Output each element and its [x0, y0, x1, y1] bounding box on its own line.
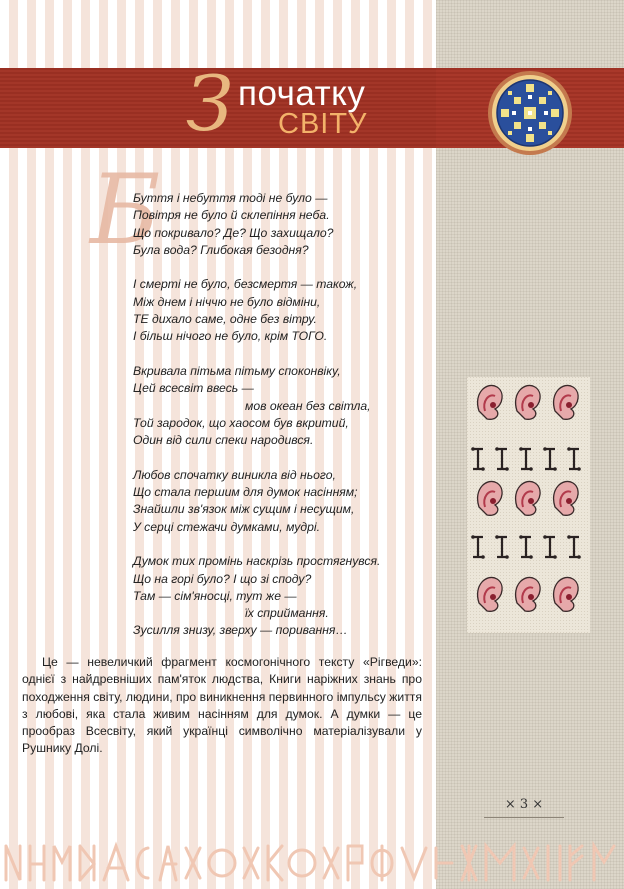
- poem-line: Один від сили спеки народився.: [133, 433, 314, 448]
- poem-line: Любов спочатку виникла від нього,: [133, 467, 336, 482]
- poem-line: Знайшли зв'язок між сущим і несущим,: [133, 502, 355, 517]
- page-number-rule: [484, 817, 564, 818]
- runic-ornament-border: [0, 836, 624, 889]
- poem-line: Зусилля знизу, зверху — поривання…: [133, 623, 348, 638]
- poem-line: Цей всесвіт ввесь —: [133, 381, 254, 396]
- title-initial-letter: З: [186, 59, 234, 148]
- poem: [133, 190, 433, 657]
- commentary-text: Це — невеличкий фрагмент космогонічного тексту «Рігведи»: однієї з найдревніших пам'яток людства, Книги наріжних знань про походження світу, людини, про виникнення первинного імпульсу життя з любові, яка стала живим насінням для думок. А думки — це прообраз Всесвіту, який українці символічно матеріалізували у Рушнику Долі.: [22, 655, 422, 756]
- poem-line: І смерті не було, безсмертя — також,: [133, 277, 358, 292]
- poem-line: Між днем і ніччю не було відміни,: [133, 294, 321, 309]
- poem-line: Що стала першим для думок насінням;: [133, 485, 358, 500]
- poem-drop-cap: Б: [90, 154, 161, 266]
- poem-line: Той зародок, що хаосом був вкритий,: [133, 415, 349, 430]
- poem-line: ТЕ дихало саме, одне без вітру.: [133, 312, 317, 327]
- commentary-paragraph: [22, 654, 422, 758]
- poem-line: Вкривала пітьма пітьму споконвіку,: [133, 363, 341, 378]
- embroidered-emblem-icon: [487, 70, 573, 156]
- poem-line: У серці стежачи думками, мудрі.: [133, 519, 321, 534]
- poem-line: їх сприймання.: [245, 606, 329, 621]
- poem-line: Що покривало? Де? Що захищало?: [133, 225, 334, 240]
- poem-stanza: [133, 363, 433, 449]
- poem-stanza: [133, 467, 433, 536]
- poem-line: Що на горі було? І що зі споду?: [133, 571, 312, 586]
- poem-stanza: [133, 276, 433, 345]
- poem-line: Там — сім'яносці, тут же —: [133, 588, 297, 603]
- poem-line: Буття і небуття тоді не було —: [133, 191, 328, 205]
- poem-stanza: [133, 553, 433, 639]
- poem-line: Була вода? Глибокая безодня?: [133, 242, 309, 257]
- poem-line: І більш нічого не було, крім ТОГО.: [133, 329, 328, 344]
- embroidery-photo: [467, 377, 590, 633]
- poem-line: мов океан без світла,: [245, 398, 371, 413]
- poem-line: Повітря не було й склепіння неба.: [133, 208, 330, 223]
- title-line-1: початку: [238, 74, 366, 113]
- poem-stanza: [133, 190, 433, 259]
- poem-line: Думок тих промінь наскрізь простягнувся.: [133, 554, 381, 569]
- page-number: × 3 ×: [504, 797, 544, 812]
- title-line-2: СВІТУ: [278, 108, 368, 140]
